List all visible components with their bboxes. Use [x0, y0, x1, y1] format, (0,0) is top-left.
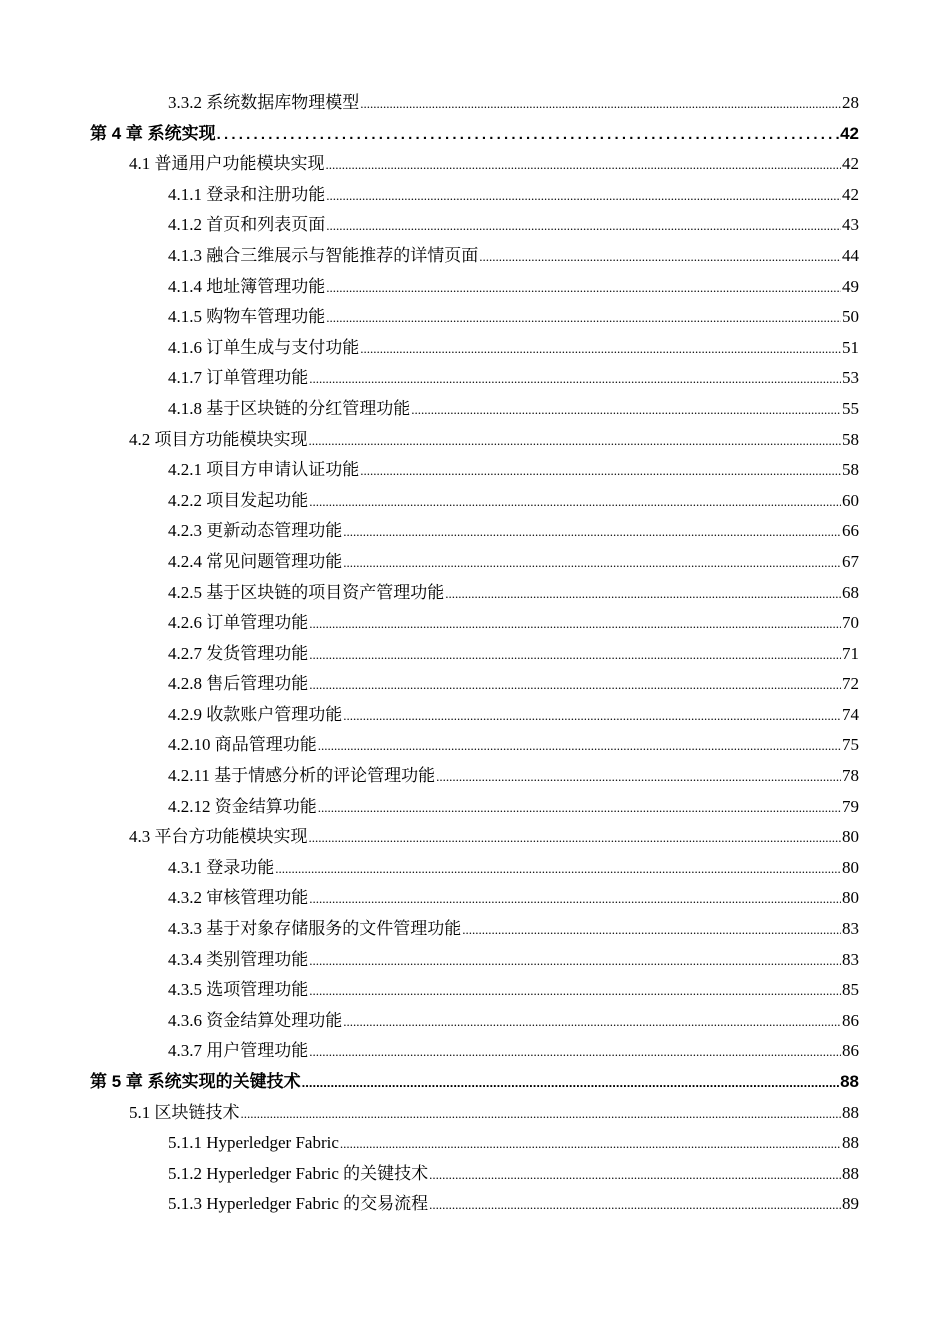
toc-entry-page-number: 50 [842, 307, 859, 327]
toc-entry-page-number: 43 [842, 215, 859, 235]
toc-entry-title: 4.3.5 选项管理功能 [168, 980, 309, 1000]
table-of-contents [0, 88, 950, 1220]
toc-entry-level-3[interactable] [0, 333, 859, 364]
toc-entry-page-number: 74 [842, 704, 859, 724]
toc-entry-page-number: 80 [842, 888, 859, 908]
toc-entry-title: 3.3.2 系统数据库物理模型 [168, 93, 360, 112]
toc-leader-dots [309, 609, 841, 640]
toc-leader-dots [462, 915, 841, 946]
toc-leader-dots [309, 1037, 841, 1068]
toc-entry-level-1[interactable] [0, 119, 859, 150]
toc-leader-dots [343, 548, 841, 579]
toc-entry-level-3[interactable] [0, 88, 859, 119]
toc-entry-title: 4.2.10 商品管理功能 [168, 735, 317, 755]
toc-entry-page-number: 72 [842, 674, 859, 694]
toc-entry-level-2[interactable] [0, 822, 859, 853]
toc-leader-dots [309, 640, 841, 671]
toc-leader-dots [326, 303, 841, 334]
toc-leader-dots [217, 120, 839, 151]
toc-entry-title: 4.1.6 订单生成与支付功能 [168, 337, 360, 357]
toc-leader-dots [445, 579, 841, 610]
toc-entry-level-3[interactable] [0, 547, 859, 578]
toc-entry-page-number: 60 [842, 490, 859, 510]
toc-leader-dots [360, 334, 841, 365]
toc-entry-page-number: 70 [842, 613, 859, 633]
toc-entry-level-3[interactable] [0, 272, 859, 303]
toc-entry-title: 4.1.3 融合三维展示与智能推荐的详情页面 [168, 245, 479, 265]
toc-entry-page-number: 53 [842, 368, 859, 388]
toc-entry-page-number: 78 [842, 766, 859, 786]
toc-entry-title: 5.1.1 Hyperledger Fabric [168, 1133, 339, 1153]
toc-leader-dots [343, 701, 841, 732]
toc-entry-title: 4.1.4 地址簿管理功能 [168, 276, 326, 296]
toc-entry-title: 5.1.3 Hyperledger Fabric 的交易流程 [168, 1194, 429, 1214]
toc-entry-title: 4.3 平台方功能模块实现 [129, 827, 308, 847]
toc-entry-title: 4.3.4 类别管理功能 [168, 949, 309, 969]
toc-entry-level-1[interactable] [0, 1067, 859, 1098]
toc-entry-page-number: 75 [842, 735, 859, 755]
toc-leader-dots [275, 854, 841, 885]
toc-entry-title: 4.2.4 常见问题管理功能 [168, 551, 343, 571]
toc-entry-page-number: 85 [842, 980, 859, 1000]
toc-leader-dots [309, 884, 841, 915]
toc-entry-page-number: 88 [842, 1163, 859, 1183]
toc-entry-page-number: 58 [842, 460, 859, 480]
toc-entry-page-number: 42 [840, 123, 859, 143]
toc-leader-dots [479, 242, 841, 273]
toc-entry-page-number: 55 [842, 398, 859, 418]
toc-entry-title: 4.3.1 登录功能 [168, 857, 275, 877]
toc-entry-page-number: 88 [842, 1133, 859, 1153]
toc-leader-dots [340, 1129, 841, 1160]
toc-entry-title: 4.1.5 购物车管理功能 [168, 307, 326, 327]
toc-leader-dots [318, 793, 841, 824]
toc-entry-title: 4.2.8 售后管理功能 [168, 674, 309, 694]
toc-entry-page-number: 44 [842, 245, 859, 265]
toc-leader-dots [326, 211, 841, 242]
toc-leader-dots [241, 1099, 842, 1130]
toc-entry-title: 4.2.7 发货管理功能 [168, 643, 309, 663]
toc-entry-title: 第 4 章 系统实现 [90, 123, 216, 143]
toc-entry-title: 5.1 区块链技术 [129, 1102, 240, 1122]
toc-entry-page-number: 66 [842, 521, 859, 541]
toc-entry-page-number: 79 [842, 796, 859, 816]
toc-entry-title: 4.2.2 项目发起功能 [168, 490, 309, 510]
toc-entry-title: 4.2.3 更新动态管理功能 [168, 521, 343, 541]
toc-entry-level-3[interactable] [0, 1159, 859, 1190]
toc-entry-page-number: 86 [842, 1041, 859, 1061]
toc-entry-title: 4.3.7 用户管理功能 [168, 1041, 309, 1061]
toc-entry-title: 4.1.1 登录和注册功能 [168, 184, 326, 204]
toc-leader-dots [309, 976, 841, 1007]
toc-entry-title: 5.1.2 Hyperledger Fabric 的关键技术 [168, 1163, 429, 1183]
toc-leader-dots [360, 89, 841, 120]
toc-entry-title: 4.1.2 首页和列表页面 [168, 215, 326, 235]
toc-entry-page-number: 88 [840, 1072, 859, 1091]
toc-leader-dots [411, 395, 841, 426]
toc-entry-level-2[interactable] [0, 149, 859, 180]
toc-leader-dots [302, 1068, 839, 1099]
toc-entry-level-3[interactable] [0, 945, 859, 976]
toc-entry-page-number: 80 [842, 827, 859, 847]
toc-entry-level-3[interactable] [0, 180, 859, 211]
toc-entry-level-3[interactable] [0, 608, 859, 639]
toc-entry-level-3[interactable] [0, 1036, 859, 1067]
toc-entry-level-3[interactable] [0, 210, 859, 241]
toc-entry-level-3[interactable] [0, 455, 859, 486]
toc-entry-level-3[interactable] [0, 1128, 859, 1159]
toc-entry-title: 4.3.3 基于对象存储服务的文件管理功能 [168, 919, 462, 939]
toc-entry-title: 4.2.6 订单管理功能 [168, 613, 309, 633]
toc-entry-title: 4.2 项目方功能模块实现 [129, 429, 308, 449]
toc-entry-level-3[interactable] [0, 516, 859, 547]
toc-entry-title: 4.1.8 基于区块链的分红管理功能 [168, 398, 411, 418]
toc-leader-dots [309, 364, 841, 395]
toc-entry-page-number: 49 [842, 276, 859, 296]
toc-leader-dots [343, 1007, 841, 1038]
toc-entry-page-number: 42 [842, 154, 859, 174]
toc-entry-level-3[interactable] [0, 792, 859, 823]
toc-leader-dots [309, 946, 841, 977]
toc-leader-dots [326, 273, 841, 304]
toc-entry-page-number: 83 [842, 919, 859, 939]
toc-entry-title: 4.1 普通用户功能模块实现 [129, 154, 325, 174]
toc-leader-dots [343, 517, 841, 548]
toc-entry-level-2[interactable] [0, 425, 859, 456]
toc-entry-level-3[interactable] [0, 853, 859, 884]
toc-entry-level-3[interactable] [0, 363, 859, 394]
toc-entry-page-number: 28 [842, 93, 859, 112]
toc-entry-level-3[interactable] [0, 639, 859, 670]
toc-entry-page-number: 68 [842, 582, 859, 602]
toc-entry-title: 4.2.12 资金结算功能 [168, 796, 317, 816]
toc-leader-dots [309, 487, 841, 518]
toc-entry-page-number: 51 [842, 337, 859, 357]
toc-entry-page-number: 88 [842, 1102, 859, 1122]
toc-entry-page-number: 42 [842, 184, 859, 204]
toc-entry-title: 4.3.6 资金结算处理功能 [168, 1010, 343, 1030]
toc-leader-dots [309, 426, 842, 457]
toc-entry-level-3[interactable] [0, 486, 859, 517]
toc-entry-title: 4.2.9 收款账户管理功能 [168, 704, 343, 724]
toc-entry-level-3[interactable] [0, 975, 859, 1006]
toc-leader-dots [309, 670, 841, 701]
toc-entry-level-3[interactable] [0, 578, 859, 609]
toc-entry-level-3[interactable] [0, 669, 859, 700]
toc-leader-dots [360, 456, 841, 487]
toc-leader-dots [429, 1190, 841, 1221]
toc-entry-level-3[interactable] [0, 1189, 859, 1220]
toc-entry-page-number: 80 [842, 857, 859, 877]
toc-entry-level-2[interactable] [0, 1098, 859, 1129]
toc-entry-title: 4.3.2 审核管理功能 [168, 888, 309, 908]
toc-entry-title: 4.2.1 项目方申请认证功能 [168, 460, 360, 480]
toc-leader-dots [326, 150, 842, 181]
toc-entry-level-3[interactable] [0, 700, 859, 731]
toc-entry-level-3[interactable] [0, 1006, 859, 1037]
toc-leader-dots [309, 823, 842, 854]
toc-entry-level-3[interactable] [0, 241, 859, 272]
toc-entry-page-number: 83 [842, 949, 859, 969]
toc-entry-level-3[interactable] [0, 914, 859, 945]
toc-entry-title: 4.2.5 基于区块链的项目资产管理功能 [168, 582, 445, 602]
toc-leader-dots [326, 181, 841, 212]
toc-entry-level-3[interactable] [0, 302, 859, 333]
toc-entry-page-number: 86 [842, 1010, 859, 1030]
toc-entry-title: 4.2.11 基于情感分析的评论管理功能 [168, 766, 436, 786]
toc-entry-level-3[interactable] [0, 883, 859, 914]
toc-entry-level-3[interactable] [0, 394, 859, 425]
toc-entry-page-number: 89 [842, 1194, 859, 1214]
toc-entry-level-3[interactable] [0, 761, 859, 792]
toc-leader-dots [436, 762, 841, 793]
toc-leader-dots [318, 731, 841, 762]
toc-entry-level-3[interactable] [0, 730, 859, 761]
toc-entry-title: 第 5 章 系统实现的关键技术 [90, 1072, 301, 1091]
toc-entry-title: 4.1.7 订单管理功能 [168, 368, 309, 388]
toc-entry-page-number: 67 [842, 551, 859, 571]
toc-leader-dots [429, 1160, 841, 1191]
toc-entry-page-number: 71 [842, 643, 859, 663]
toc-entry-page-number: 58 [842, 429, 859, 449]
